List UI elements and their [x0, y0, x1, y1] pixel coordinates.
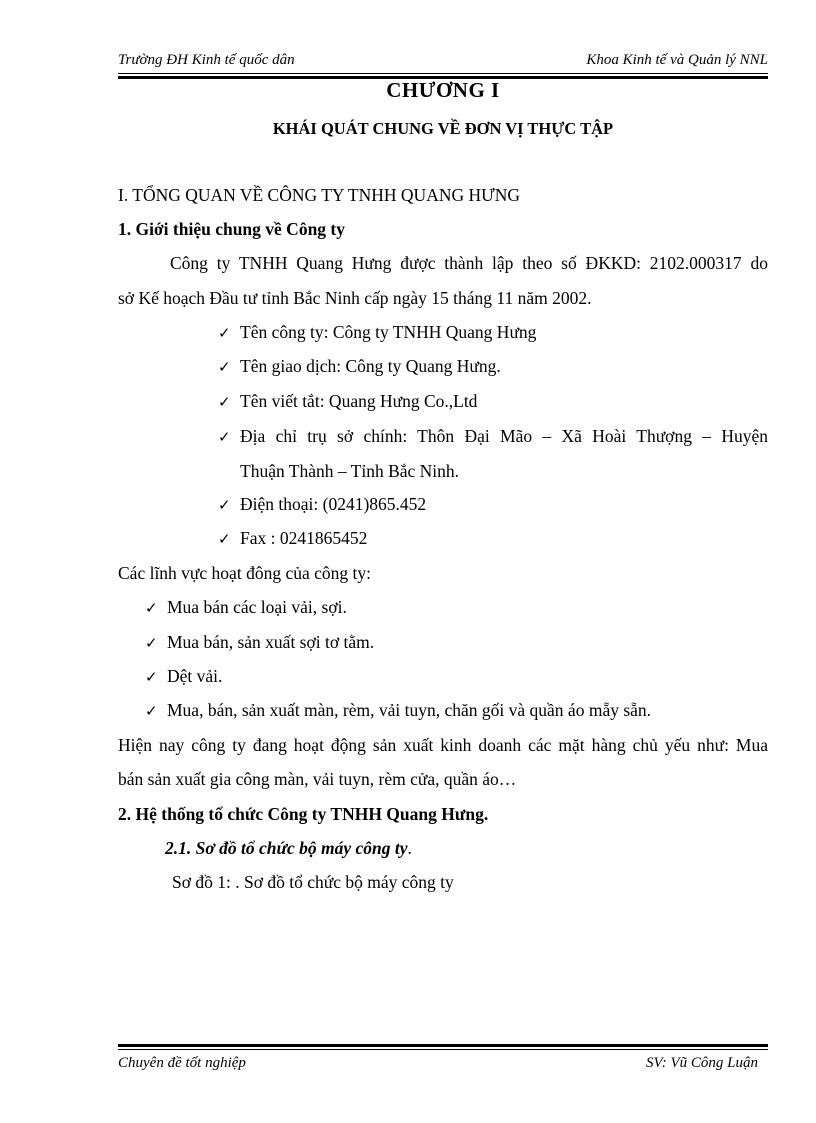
field-item: [145, 666, 222, 687]
subsection-heading-organization: 2. Hệ thống tổ chức Công ty TNHH Quang Hưng.: [118, 804, 489, 824]
short-name-item: [218, 391, 477, 412]
footer-rule-thin: [118, 1049, 768, 1050]
intro-paragraph-line1: Công ty TNHH Quang Hưng được thành lập theo số ĐKKD: 2102.000317 do: [170, 253, 768, 273]
field-text: Mua bán, sản xuất sợi tơ tằm.: [167, 632, 375, 652]
address-item: [218, 426, 768, 447]
check-icon: ✓: [218, 324, 231, 342]
chapter-title: CHƯƠNG I: [386, 78, 500, 102]
address-text-line2: Thuận Thành – Tỉnh Bắc Ninh.: [240, 461, 460, 481]
header-faculty: Khoa Kinh tế và Quản lý NNL: [586, 52, 768, 68]
trade-name-text: Tên giao dịch: Công ty Quang Hưng.: [240, 356, 501, 376]
company-name-text: Tên công ty: Công ty TNHH Quang Hưng: [240, 322, 537, 342]
check-icon: ✓: [145, 702, 158, 720]
footer-thesis-label: Chuyên đề tốt nghiệp: [118, 1055, 246, 1071]
current-activity-line1: Hiện nay công ty đang hoạt động sản xuất kinh doanh các mặt hàng chủ yếu như: Mua: [118, 735, 768, 755]
footer-student-name: SV: Vũ Công Luận: [646, 1055, 758, 1071]
fax-text: Fax : 0241865452: [240, 528, 368, 548]
check-icon: ✓: [218, 393, 231, 411]
check-icon: ✓: [218, 530, 231, 548]
check-icon: ✓: [218, 428, 231, 446]
fields-heading: Các lĩnh vực hoạt đông của công ty:: [118, 563, 371, 583]
subsection-heading-org-chart: [165, 838, 412, 859]
check-icon: ✓: [145, 668, 158, 686]
fax-item: [218, 528, 367, 549]
chapter-subtitle: KHÁI QUÁT CHUNG VỀ ĐƠN VỊ THỰC TẬP: [272, 119, 614, 138]
org-chart-heading-suffix: .: [407, 838, 412, 858]
trade-name-item: [218, 356, 501, 377]
section-heading: I. TỔNG QUAN VỀ CÔNG TY TNHH QUANG HƯNG: [118, 185, 520, 205]
field-text: Dệt vải.: [167, 666, 223, 686]
intro-paragraph-line2: sở Kế hoạch Đầu tư tỉnh Bắc Ninh cấp ngày 15 tháng 11 năm 2002.: [118, 288, 592, 308]
org-chart-heading-text: 2.1. Sơ đồ tổ chức bộ máy công ty: [165, 838, 408, 858]
phone-text: Điện thoại: (0241)865.452: [240, 494, 427, 514]
footer-rule-thick: [118, 1044, 768, 1047]
header-university: Trường ĐH Kinh tế quốc dân: [118, 52, 295, 68]
company-name-item: [218, 322, 536, 343]
field-item: [145, 700, 651, 721]
check-icon: ✓: [218, 496, 231, 514]
field-item: [145, 632, 374, 653]
field-text: Mua bán các loại vải, sợi.: [167, 597, 347, 617]
subsection-heading-intro: 1. Giới thiệu chung về Công ty: [118, 219, 346, 239]
field-text: Mua, bán, sản xuất màn, rèm, vải tuyn, chăn gối và quần áo mẵy sẵn.: [167, 700, 652, 720]
check-icon: ✓: [145, 634, 158, 652]
check-icon: ✓: [145, 599, 158, 617]
page-footer: [118, 1055, 758, 1075]
field-item: [145, 597, 347, 618]
short-name-text: Tên viết tắt: Quang Hưng Co.,Ltd: [240, 391, 478, 411]
address-text-line1: Địa chỉ trụ sở chính: Thôn Đại Mão – Xã Hoài Thượng – Huyện: [240, 426, 768, 446]
phone-item: [218, 494, 426, 515]
check-icon: ✓: [218, 358, 231, 376]
page-header: [118, 52, 768, 72]
diagram-caption: Sơ đồ 1: . Sơ đồ tổ chức bộ máy công ty: [172, 872, 454, 892]
current-activity-line2: bán sản xuất gia công màn, vải tuyn, rèm cửa, quần áo…: [118, 769, 517, 789]
header-rule-thin: [118, 73, 768, 74]
